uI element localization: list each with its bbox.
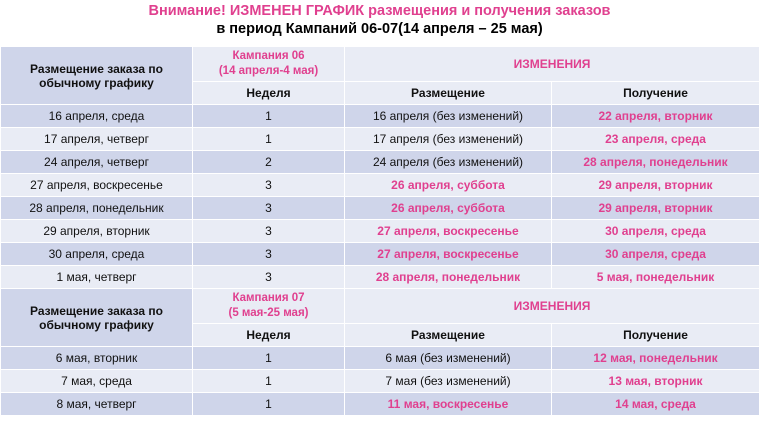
receipt-cell: 29 апреля, вторник [552,174,759,197]
table-row [1,197,759,220]
page-title [0,2,759,38]
campaign-name: Кампания 06 [193,49,344,64]
placement-cell: 26 апреля, суббота [345,174,552,197]
table-body [1,289,759,416]
campaign-header [193,289,345,324]
week-cell: 3 [193,243,345,266]
title-warning: Внимание! ИЗМЕНЕН ГРАФИК [149,3,365,19]
header-row [1,289,759,324]
placement-cell: 26 апреля, суббота [345,197,552,220]
week-cell: 1 [193,105,345,128]
table-row [1,393,759,416]
normal-date-cell: 29 апреля, вторник [1,220,193,243]
table-body [1,47,759,289]
placement-column-header: Размещение [345,82,552,105]
week-cell: 1 [193,393,345,416]
table-row [1,243,759,266]
receipt-cell: 29 апреля, вторник [552,197,759,220]
schedule-table-campaign-06 [0,46,759,289]
normal-date-cell: 8 мая, четверг [1,393,193,416]
changes-header: ИЗМЕНЕНИЯ [345,289,759,324]
table-row [1,266,759,289]
title-warning-suffix: размещения и получения заказов [364,3,610,19]
placement-cell: 17 апреля (без изменений) [345,128,552,151]
table-row [1,347,759,370]
normal-date-cell: 27 апреля, воскресенье [1,174,193,197]
table-row [1,174,759,197]
receipt-column-header: Получение [552,324,759,347]
campaign-header [193,47,345,82]
receipt-cell: 22 апреля, вторник [552,105,759,128]
week-column-header: Неделя [193,324,345,347]
week-cell: 2 [193,151,345,174]
table-row [1,151,759,174]
normal-date-cell: 1 мая, четверг [1,266,193,289]
week-cell: 3 [193,266,345,289]
title-line-1 [0,2,759,20]
normal-schedule-header: Размещение заказа по обычному графику [1,47,193,105]
placement-cell: 24 апреля (без изменений) [345,151,552,174]
receipt-cell: 12 мая, понедельник [552,347,759,370]
schedule-table-campaign-07 [0,288,759,416]
changes-header: ИЗМЕНЕНИЯ [345,47,759,82]
normal-date-cell: 16 апреля, среда [1,105,193,128]
table-row [1,128,759,151]
normal-date-cell: 24 апреля, четверг [1,151,193,174]
normal-schedule-header: Размещение заказа по обычному графику [1,289,193,347]
normal-date-cell: 17 апреля, четверг [1,128,193,151]
week-cell: 1 [193,370,345,393]
table-row [1,220,759,243]
receipt-cell: 14 мая, среда [552,393,759,416]
campaign-range: (14 апреля-4 мая) [193,64,344,79]
receipt-cell: 30 апреля, среда [552,243,759,266]
week-cell: 3 [193,220,345,243]
placement-cell: 7 мая (без изменений) [345,370,552,393]
table-row [1,105,759,128]
week-cell: 3 [193,197,345,220]
week-column-header: Неделя [193,82,345,105]
receipt-cell: 23 апреля, среда [552,128,759,151]
receipt-cell: 5 мая, понедельник [552,266,759,289]
normal-date-cell: 7 мая, среда [1,370,193,393]
campaign-range: (5 мая-25 мая) [193,306,344,321]
placement-cell: 28 апреля, понедельник [345,266,552,289]
placement-cell: 27 апреля, воскресенье [345,220,552,243]
receipt-cell: 30 апреля, среда [552,220,759,243]
receipt-column-header: Получение [552,82,759,105]
receipt-cell: 13 мая, вторник [552,370,759,393]
normal-date-cell: 6 мая, вторник [1,347,193,370]
placement-cell: 16 апреля (без изменений) [345,105,552,128]
campaign-name: Кампания 07 [193,291,344,306]
normal-date-cell: 30 апреля, среда [1,243,193,266]
header-row [1,47,759,82]
placement-cell: 27 апреля, воскресенье [345,243,552,266]
table-row [1,370,759,393]
week-cell: 1 [193,128,345,151]
receipt-cell: 28 апреля, понедельник [552,151,759,174]
placement-cell: 6 мая (без изменений) [345,347,552,370]
title-line-2: в период Кампаний 06-07(14 апреля – 25 мая) [0,20,759,38]
week-cell: 1 [193,347,345,370]
normal-date-cell: 28 апреля, понедельник [1,197,193,220]
week-cell: 3 [193,174,345,197]
placement-cell: 11 мая, воскресенье [345,393,552,416]
placement-column-header: Размещение [345,324,552,347]
